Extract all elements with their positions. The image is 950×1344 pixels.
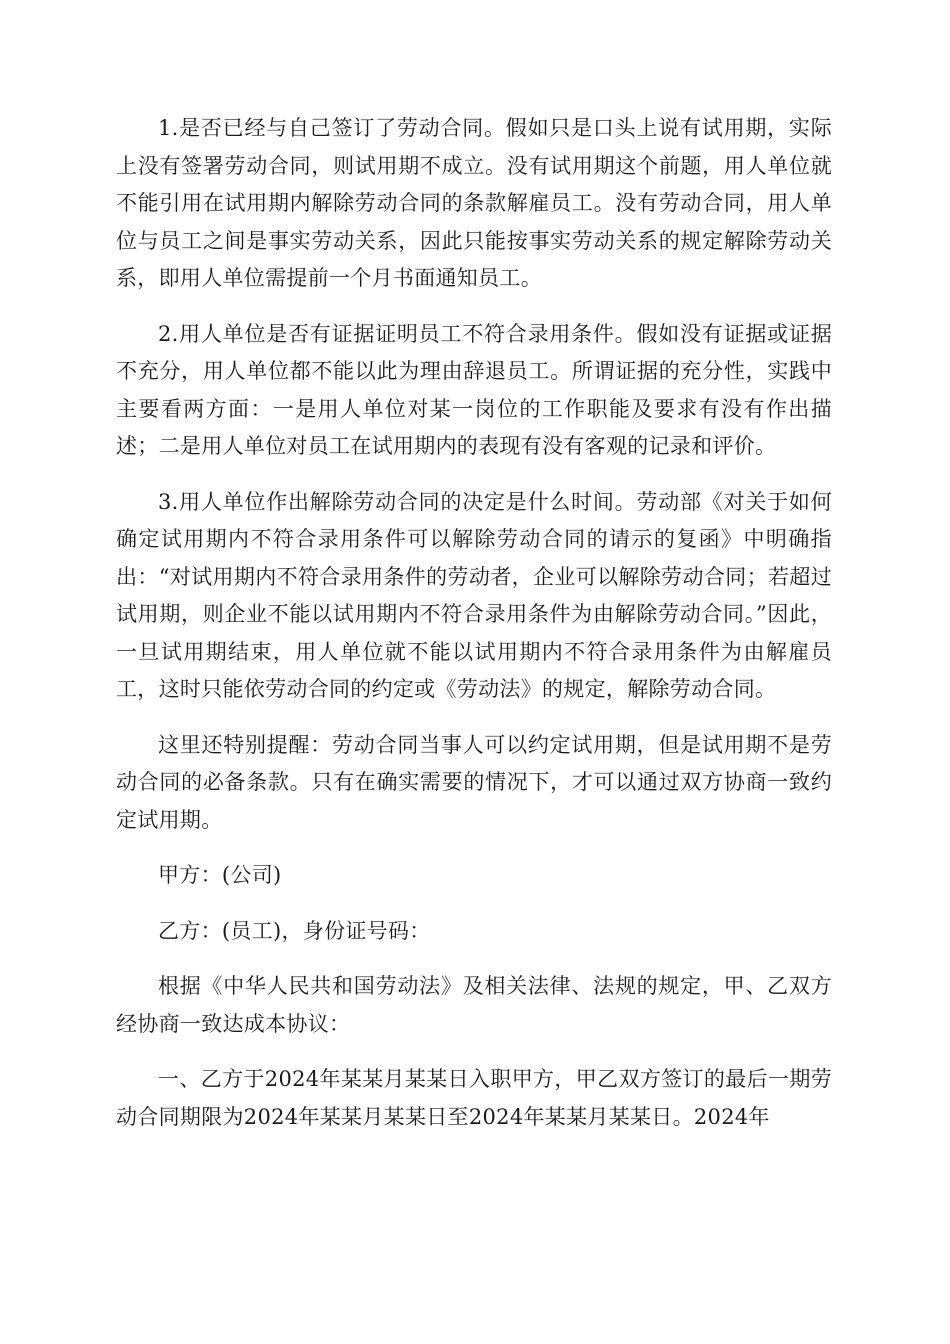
document-body: [116, 110, 832, 1154]
clause-one: 一、乙方于2024年某某月某某日入职甲方，甲乙双方签订的最后一期劳动合同期限为2024年某某月某某日至2024年某某月某某日。2024年: [116, 1067, 832, 1129]
party-b-line: 乙方：(员工)，身份证号码：: [158, 918, 431, 943]
paragraph-evidence: 2.用人单位是否有证据证明员工不符合录用条件。假如没有证据或证据不充分，用人单位都不能以此为理由辞退员工。所谓证据的充分性，实践中主要看两方面：一是用人单位对某一岗位的工作职能及要求有没有作出描述；二是用人单位对员工在试用期内的表现有没有客观的记录和评价。: [116, 321, 832, 458]
paragraph-reminder: 这里还特别提醒：劳动合同当事人可以约定试用期，但是试用期不是劳动合同的必备条款。只有在确实需要的情况下，才可以通过双方协商一致约定试用期。: [116, 732, 832, 832]
paragraph-decision-time: 3.用人单位作出解除劳动合同的决定是什么时间。劳动部《对关于如何确定试用期内不符合录用条件可以解除劳动合同的请示的复函》中明确指出：“对试用期内不符合录用条件的劳动者，企业可以解除劳动合同；若超过试用期，则企业不能以试用期内不符合录用条件为由解除劳动合同。”因此，一旦试用期结束，用人单位就不能以试用期内不符合录用条件为由解雇员工，这时只能依劳动合同的约定或《劳动法》的规定，解除劳动合同。: [116, 489, 832, 701]
paragraph-signing-contract: 1.是否已经与自己签订了劳动合同。假如只是口头上说有试用期，实际上没有签署劳动合同，则试用期不成立。没有试用期这个前题，用人单位就不能引用在试用期内解除劳动合同的条款解雇员工。没有劳动合同，用人单位与员工之间是事实劳动关系，因此只能按事实劳动关系的规定解除劳动关系，即用人单位需提前一个月书面通知员工。: [116, 116, 832, 290]
paragraph-agreement-basis: 根据《中华人民共和国劳动法》及相关法律、法规的规定，甲、乙双方经协商一致达成本协议：: [116, 974, 832, 1036]
party-a-line: 甲方：(公司): [158, 863, 282, 887]
